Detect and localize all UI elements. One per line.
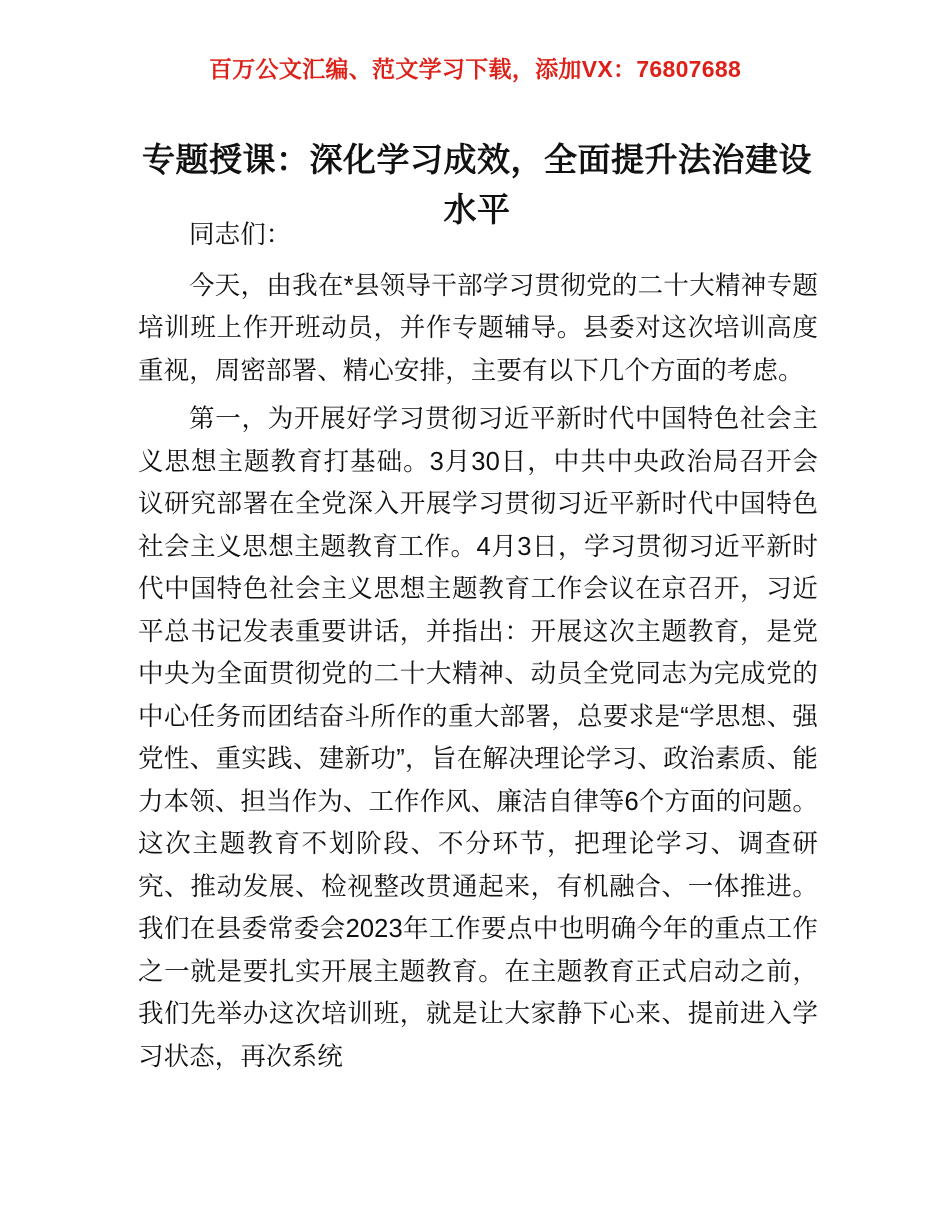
paragraph-2: 第一，为开展好学习贯彻习近平新时代中国特色社会主义思想主题教育打基础。3月30日，中共中央政治局召开会议研究部署在全党深入开展学习贯彻习近平新时代中国特色社会主义思想主题教育工作。4月3日，学习贯彻习近平新时代中国特色社会主义思想主题教育工作会议在京召开，习近平总书记发表重要讲话，并指出：开展这次主题教育，是党中央为全面贯彻党的二十大精神、动员全党同志为完成党的中心任务而团结奋斗所作的重大部署，总要求是“学思想、强党性、重实践、建新功”，旨在解决理论学习、政治素质、能力本领、担当作为、工作作风、廉洁自律等6个方面的问题。这次主题教育不划阶段、不分环节，把理论学习、调查研究、推动发展、检视整改贯通起来，有机融合、一体推进。我们在县委常委会2023年工作要点中也明确今年的重点工作之一就是要扎实开展主题教育。在主题教育正式启动之前，我们先举办这次培训班，就是让大家静下心来、提前进入学习状态，再次系统 xyxy=(138,405,818,1071)
paragraph-salutation: 同志们： xyxy=(189,221,292,249)
paragraph-1: 今天，由我在*县领导干部学习贯彻党的二十大精神专题培训班上作开班动员，并作专题辅导。县委对这次培训高度重视，周密部署、精心安排，主要有以下几个方面的考虑。 xyxy=(138,271,818,385)
document-body xyxy=(138,214,818,1084)
page-title: 专题授课：深化学习成效，全面提升法治建设水平 xyxy=(142,141,812,229)
promo-header-banner: 百万公文汇编、范文学习下载，添加VX：76807688 xyxy=(208,56,742,82)
